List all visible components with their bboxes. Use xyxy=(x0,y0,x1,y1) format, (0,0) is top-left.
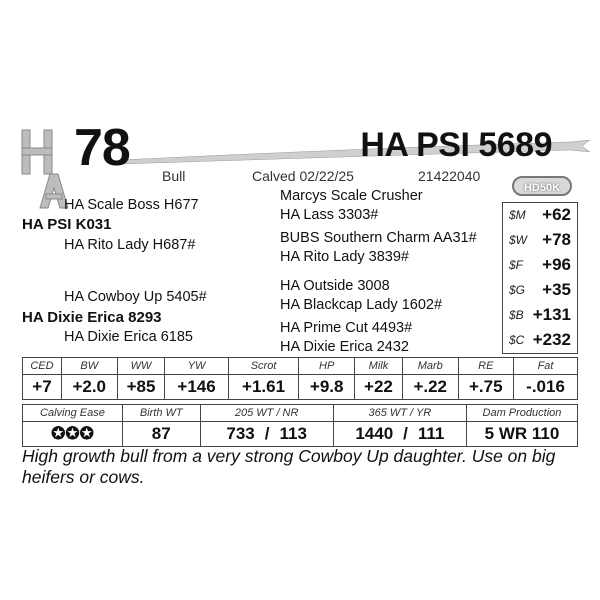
epd-value: -.016 xyxy=(514,375,578,400)
yearling-cell xyxy=(333,422,466,447)
epd-value: +7 xyxy=(23,375,62,400)
perf-header: Birth WT xyxy=(122,405,200,422)
registration-number: 21422040 xyxy=(418,168,481,184)
birth-weight: 87 xyxy=(122,422,200,447)
weaning-cell xyxy=(200,422,333,447)
pedigree-sds: BUBS Southern Charm AA31# xyxy=(280,230,477,246)
index-row-g xyxy=(503,278,577,303)
epd-header: RE xyxy=(458,358,514,375)
dollar-index-box xyxy=(502,202,578,354)
epd-table xyxy=(22,357,578,400)
index-row-c xyxy=(503,328,577,353)
epd-header-row xyxy=(23,358,578,375)
epd-header: HP xyxy=(299,358,355,375)
pedigree-dam-sire: HA Cowboy Up 5405# xyxy=(64,289,207,305)
index-label: $W xyxy=(509,233,527,247)
index-value: +96 xyxy=(542,255,571,274)
pedigree-ddd: HA Dixie Erica 2432 xyxy=(280,339,409,355)
yearling-ratio: 111 xyxy=(417,424,445,443)
slash-separator: / xyxy=(403,424,408,443)
index-label: $M xyxy=(509,208,526,222)
index-row-w xyxy=(503,228,577,253)
epd-header: Fat xyxy=(514,358,578,375)
pedigree-dss: HA Outside 3008 xyxy=(280,278,390,294)
pedigree-dsd: HA Blackcap Lady 1602# xyxy=(280,297,443,313)
weight-205: 733 xyxy=(226,424,255,443)
epd-value: +.22 xyxy=(402,375,458,400)
performance-header-row xyxy=(23,405,578,422)
perf-header: Calving Ease xyxy=(23,405,123,422)
epd-value: +1.61 xyxy=(228,375,299,400)
epd-value: +2.0 xyxy=(61,375,117,400)
performance-value-row xyxy=(23,422,578,447)
pedigree-sdd: HA Rito Lady 3839# xyxy=(280,249,409,265)
weight-365: 1440 xyxy=(355,424,394,443)
epd-value: +.75 xyxy=(458,375,514,400)
epd-value: +9.8 xyxy=(299,375,355,400)
epd-header: YW xyxy=(165,358,228,375)
index-row-f xyxy=(503,253,577,278)
weaning-ratio: 113 xyxy=(279,424,307,443)
index-label: $G xyxy=(509,283,526,297)
epd-header: BW xyxy=(61,358,117,375)
index-value: +62 xyxy=(542,205,571,224)
index-value: +232 xyxy=(532,330,571,349)
slash-separator: / xyxy=(264,424,270,443)
calved-date: Calved 02/22/25 xyxy=(252,168,354,184)
index-value: +131 xyxy=(532,305,571,324)
index-label: $F xyxy=(509,258,524,272)
genomic-badge: HD50K xyxy=(512,176,572,196)
index-row-m xyxy=(503,203,577,228)
epd-header: Scrot xyxy=(228,358,299,375)
animal-name: HA PSI 5689 xyxy=(360,126,552,164)
sex-label: Bull xyxy=(162,168,186,184)
pedigree-sss: Marcys Scale Crusher xyxy=(280,188,423,204)
epd-value: +85 xyxy=(117,375,165,400)
epd-value: +22 xyxy=(354,375,402,400)
epd-value: +146 xyxy=(165,375,228,400)
pedigree-dam: HA Dixie Erica 8293 xyxy=(22,309,162,326)
pedigree-sire-dam: HA Rito Lady H687# xyxy=(64,237,196,253)
index-row-b xyxy=(503,303,577,328)
pedigree-sire: HA PSI K031 xyxy=(22,216,112,233)
lot-comment: High growth bull from a very strong Cowboy Up daughter. Use on big heifers or cows. xyxy=(22,446,556,487)
index-label: $C xyxy=(509,333,525,347)
perf-header: 205 WT / NR xyxy=(200,405,333,422)
epd-header: CED xyxy=(23,358,62,375)
pedigree-ssd: HA Lass 3303# xyxy=(280,207,379,223)
index-value: +78 xyxy=(542,230,571,249)
pedigree-sire-sire: HA Scale Boss H677 xyxy=(64,197,199,213)
epd-value-row xyxy=(23,375,578,400)
performance-table xyxy=(22,404,578,447)
epd-header: Milk xyxy=(354,358,402,375)
pedigree-dds: HA Prime Cut 4493# xyxy=(280,320,413,336)
perf-header: Dam Production xyxy=(466,405,577,422)
calving-ease-icons: ✪✪✪ xyxy=(23,422,123,447)
lot-number: 78 xyxy=(74,119,130,177)
epd-header: Marb xyxy=(402,358,458,375)
index-label: $B xyxy=(509,308,524,322)
pedigree-dam-dam: HA Dixie Erica 6185 xyxy=(64,329,193,345)
index-value: +35 xyxy=(542,280,571,299)
epd-header: WW xyxy=(117,358,165,375)
perf-header: 365 WT / YR xyxy=(333,405,466,422)
dam-production: 5 WR 110 xyxy=(466,422,577,447)
